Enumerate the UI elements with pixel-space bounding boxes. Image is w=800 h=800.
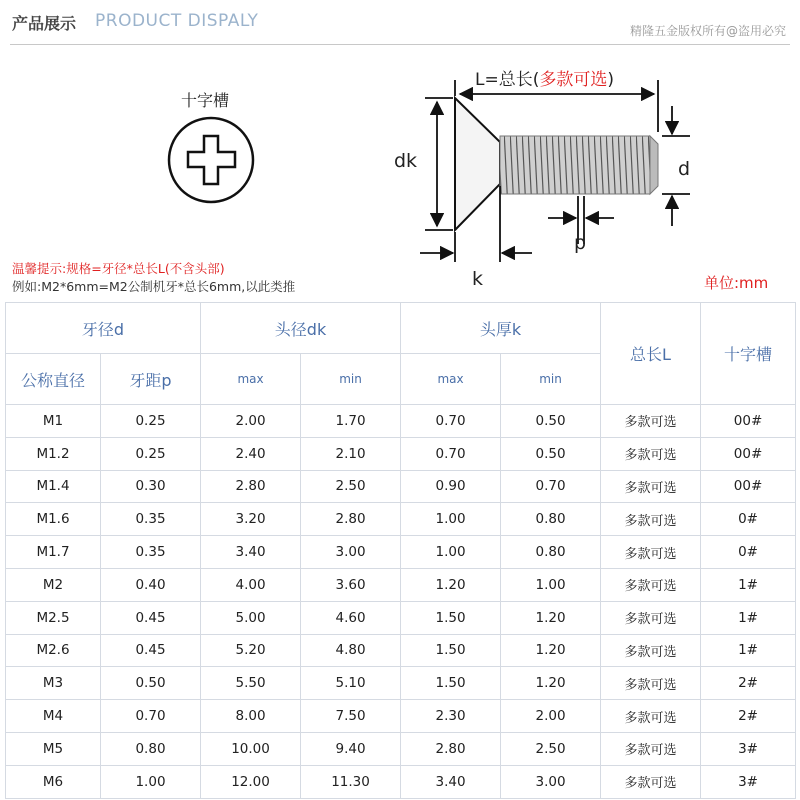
cell-k-max: 0.90 [401,470,501,503]
header-head-k: 头厚k [401,303,601,354]
cell-dk-max: 4.00 [201,568,301,601]
cell-slot-size: 00# [701,470,796,503]
cell-nominal-diameter: M1.7 [6,536,101,569]
cell-nominal-diameter: M2.6 [6,634,101,667]
cell-dk-min: 4.60 [301,601,401,634]
p-label: p [574,232,587,254]
table-row [6,536,796,569]
dk-label: dk [394,150,418,172]
section-title: 产品展示 [12,14,77,33]
cell-length: 多款可选 [601,536,701,569]
cell-length: 多款可选 [601,700,701,733]
cell-dk-max: 3.40 [201,536,301,569]
table-row [6,765,796,798]
cell-k-max: 1.50 [401,634,501,667]
cell-dk-max: 12.00 [201,765,301,798]
cell-k-min: 3.00 [501,765,601,798]
cell-dk-min: 1.70 [301,405,401,438]
cell-length: 多款可选 [601,405,701,438]
k-label: k [472,268,484,290]
cell-length: 多款可选 [601,568,701,601]
header-dk-min: min [301,354,401,405]
table-row [6,667,796,700]
cell-dk-min: 3.00 [301,536,401,569]
cell-k-min: 0.80 [501,503,601,536]
cell-nominal-diameter: M6 [6,765,101,798]
screw-side-view [455,98,658,230]
cell-dk-min: 7.50 [301,700,401,733]
cell-length: 多款可选 [601,470,701,503]
cell-slot-size: 00# [701,405,796,438]
cell-nominal-diameter: M2 [6,568,101,601]
cell-slot-size: 3# [701,765,796,798]
cell-slot-size: 3# [701,732,796,765]
cell-k-min: 2.00 [501,700,601,733]
cell-nominal-diameter: M4 [6,700,101,733]
cell-pitch: 1.00 [101,765,201,798]
spec-table-body [6,405,796,799]
cell-slot-size: 0# [701,536,796,569]
table-row [6,601,796,634]
cell-nominal-diameter: M1.2 [6,437,101,470]
cell-pitch: 0.50 [101,667,201,700]
cell-slot-size: 1# [701,634,796,667]
spec-example: 例如:M2*6mm=M2公制机牙*总长6mm,以此类推 [12,279,296,294]
cell-pitch: 0.30 [101,470,201,503]
cell-length: 多款可选 [601,667,701,700]
cell-dk-max: 5.50 [201,667,301,700]
header-pitch: 牙距p [101,354,201,405]
cell-dk-min: 11.30 [301,765,401,798]
phillips-head-icon [169,118,253,202]
slot-label: 十字槽 [181,91,230,110]
header-divider [10,44,790,45]
d-label: d [678,158,691,180]
cell-dk-min: 2.10 [301,437,401,470]
cell-k-min: 1.00 [501,568,601,601]
length-label-prefix: L=总长( [475,70,540,90]
cell-length: 多款可选 [601,765,701,798]
cell-pitch: 0.70 [101,700,201,733]
cell-dk-max: 2.00 [201,405,301,438]
table-row [6,437,796,470]
cell-nominal-diameter: M5 [6,732,101,765]
cell-length: 多款可选 [601,503,701,536]
cell-slot-size: 2# [701,667,796,700]
cell-slot-size: 1# [701,601,796,634]
copyright-notice: 精隆五金版权所有@盗用必究 [629,24,786,38]
cell-pitch: 0.45 [101,601,201,634]
header-slot: 十字槽 [701,303,796,405]
page-header [0,0,800,44]
cell-dk-max: 2.40 [201,437,301,470]
cell-dk-min: 5.10 [301,667,401,700]
cell-dk-max: 2.80 [201,470,301,503]
table-row [6,732,796,765]
cell-k-max: 1.50 [401,601,501,634]
unit-label: 单位:mm [704,274,769,292]
cell-dk-max: 5.00 [201,601,301,634]
cell-k-min: 2.50 [501,732,601,765]
cell-k-max: 1.00 [401,503,501,536]
cell-pitch: 0.35 [101,503,201,536]
cell-dk-max: 10.00 [201,732,301,765]
cell-slot-size: 0# [701,503,796,536]
cell-pitch: 0.25 [101,405,201,438]
header-head-dk: 头径dk [201,303,401,354]
cell-slot-size: 00# [701,437,796,470]
cell-length: 多款可选 [601,634,701,667]
header-k-min: min [501,354,601,405]
cell-k-min: 0.50 [501,437,601,470]
cell-length: 多款可选 [601,437,701,470]
cell-k-min: 1.20 [501,634,601,667]
length-label-suffix: ) [607,70,614,90]
cell-k-min: 1.20 [501,667,601,700]
spec-tip: 温馨提示:规格=牙径*总长L(不含头部) [12,261,225,276]
cell-k-max: 1.00 [401,536,501,569]
cell-slot-size: 1# [701,568,796,601]
header-dk-max: max [201,354,301,405]
cell-dk-max: 5.20 [201,634,301,667]
header-length: 总长L [601,303,701,405]
cell-dk-min: 9.40 [301,732,401,765]
cell-k-max: 1.20 [401,568,501,601]
cell-pitch: 0.25 [101,437,201,470]
header-nominal: 公称直径 [6,354,101,405]
cell-dk-min: 2.80 [301,503,401,536]
cell-dk-min: 2.50 [301,470,401,503]
length-label [475,65,614,90]
cell-k-max: 2.30 [401,700,501,733]
cell-nominal-diameter: M1.4 [6,470,101,503]
cell-pitch: 0.45 [101,634,201,667]
cell-nominal-diameter: M2.5 [6,601,101,634]
cell-k-min: 0.50 [501,405,601,438]
table-row [6,700,796,733]
cell-nominal-diameter: M1.6 [6,503,101,536]
cell-k-min: 0.70 [501,470,601,503]
cell-pitch: 0.80 [101,732,201,765]
cell-pitch: 0.40 [101,568,201,601]
length-options: 多款可选 [539,70,608,90]
table-row [6,470,796,503]
table-row [6,503,796,536]
cell-length: 多款可选 [601,601,701,634]
cell-k-max: 3.40 [401,765,501,798]
cell-k-min: 1.20 [501,601,601,634]
spec-table [5,302,796,799]
cell-k-max: 2.80 [401,732,501,765]
cell-nominal-diameter: M1 [6,405,101,438]
cell-dk-max: 8.00 [201,700,301,733]
cell-k-max: 0.70 [401,405,501,438]
header-thread-d: 牙径d [6,303,201,354]
cell-nominal-diameter: M3 [6,667,101,700]
table-row [6,405,796,438]
cell-dk-min: 4.80 [301,634,401,667]
table-row [6,568,796,601]
cell-length: 多款可选 [601,732,701,765]
cell-dk-min: 3.60 [301,568,401,601]
cell-dk-max: 3.20 [201,503,301,536]
section-title-en: PRODUCT DISPALY [95,11,259,31]
cell-k-max: 0.70 [401,437,501,470]
header-k-max: max [401,354,501,405]
cell-slot-size: 2# [701,700,796,733]
cell-k-min: 0.80 [501,536,601,569]
table-row [6,634,796,667]
cell-pitch: 0.35 [101,536,201,569]
cell-k-max: 1.50 [401,667,501,700]
